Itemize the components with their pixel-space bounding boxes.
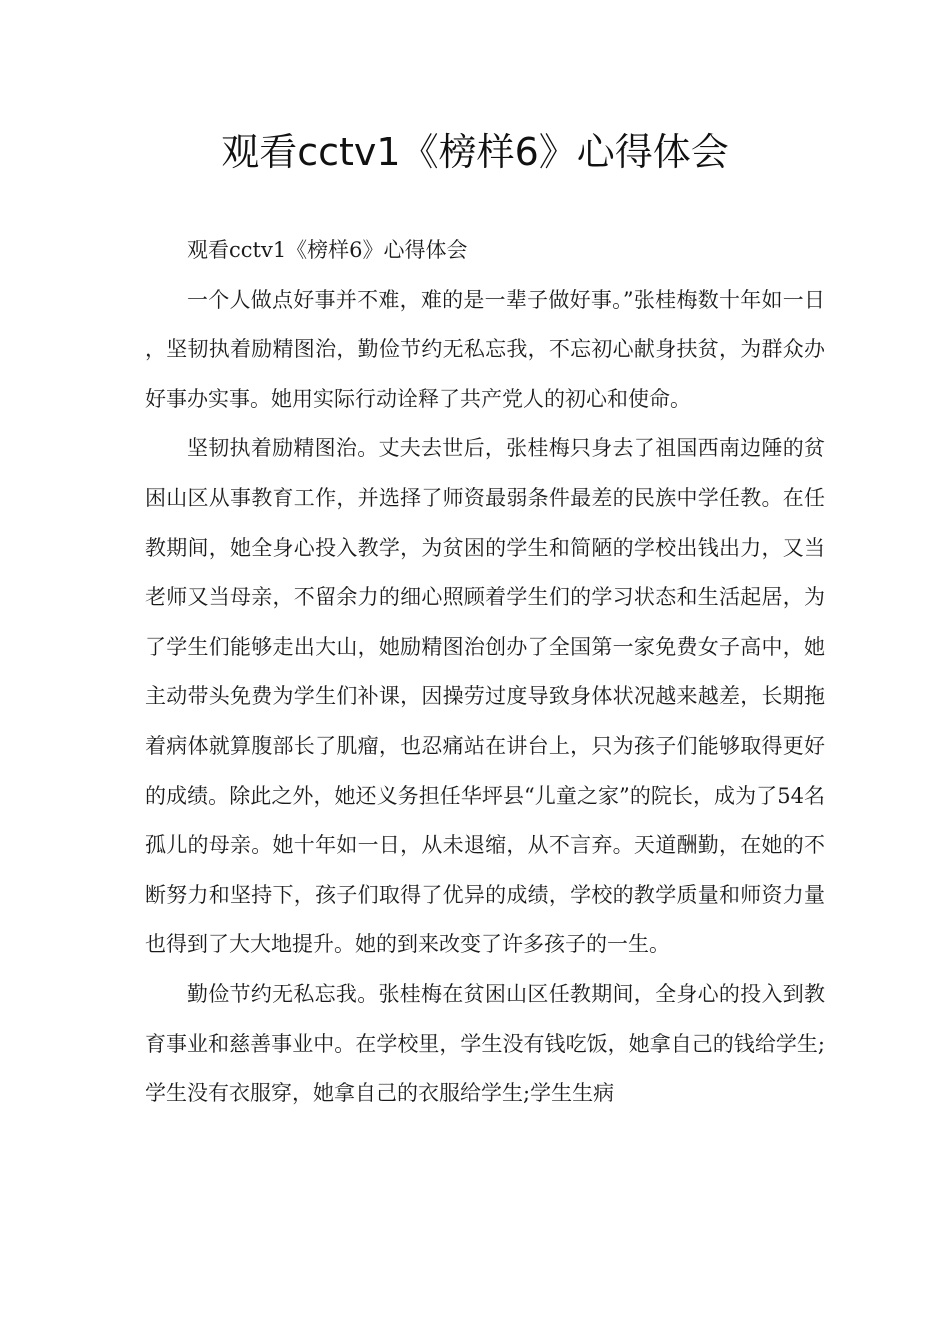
paragraph: 观看cctv1《榜样6》心得体会	[187, 238, 468, 262]
document-body	[145, 226, 825, 1119]
paragraph: 一个人做点好事并不难，难的是一辈子做好事。”张桂梅数十年如一日，坚韧执着励精图治，勤俭节约无私忘我，不忘初心献身扶贫，为群众办好事办实事。她用实际行动诠释了共产党人的初心和使命。	[145, 287, 825, 411]
document-title: 观看cctv1《榜样6》心得体会	[221, 130, 729, 174]
paragraph: 勤俭节约无私忘我。张桂梅在贫困山区任教期间，全身心的投入到教育事业和慈善事业中。在学校里，学生没有钱吃饭，她拿自己的钱给学生;学生没有衣服穿，她拿自己的衣服给学生;学生生病	[145, 981, 825, 1106]
paragraph: 坚韧执着励精图治。丈夫去世后，张桂梅只身去了祖国西南边陲的贫困山区从事教育工作，并选择了师资最弱条件最差的民族中学任教。在任教期间，她全身心投入教学，为贫困的学生和简陋的学校出钱出力，又当老师又当母亲，不留余力的细心照顾着学生们的学习状态和生活起居，为了学生们能够走出大山，她励精图治创办了全国第一家免费女子高中，她主动带头免费为学生们补课，因操劳过度导致身体状况越来越差，长期拖着病体就算腹部长了肌瘤，也忍痛站在讲台上，只为孩子们能够取得更好的成绩。除此之外，她还义务担任华坪县“儿童之家”的院长，成为了54名孤儿的母亲。她十年如一日，从未退缩，从不言弃。天道酬勤，在她的不断努力和坚持下，孩子们取得了优异的成绩，学校的教学质量和师资力量也得到了大大地提升。她的到来改变了许多孩子的一生。	[145, 436, 825, 957]
